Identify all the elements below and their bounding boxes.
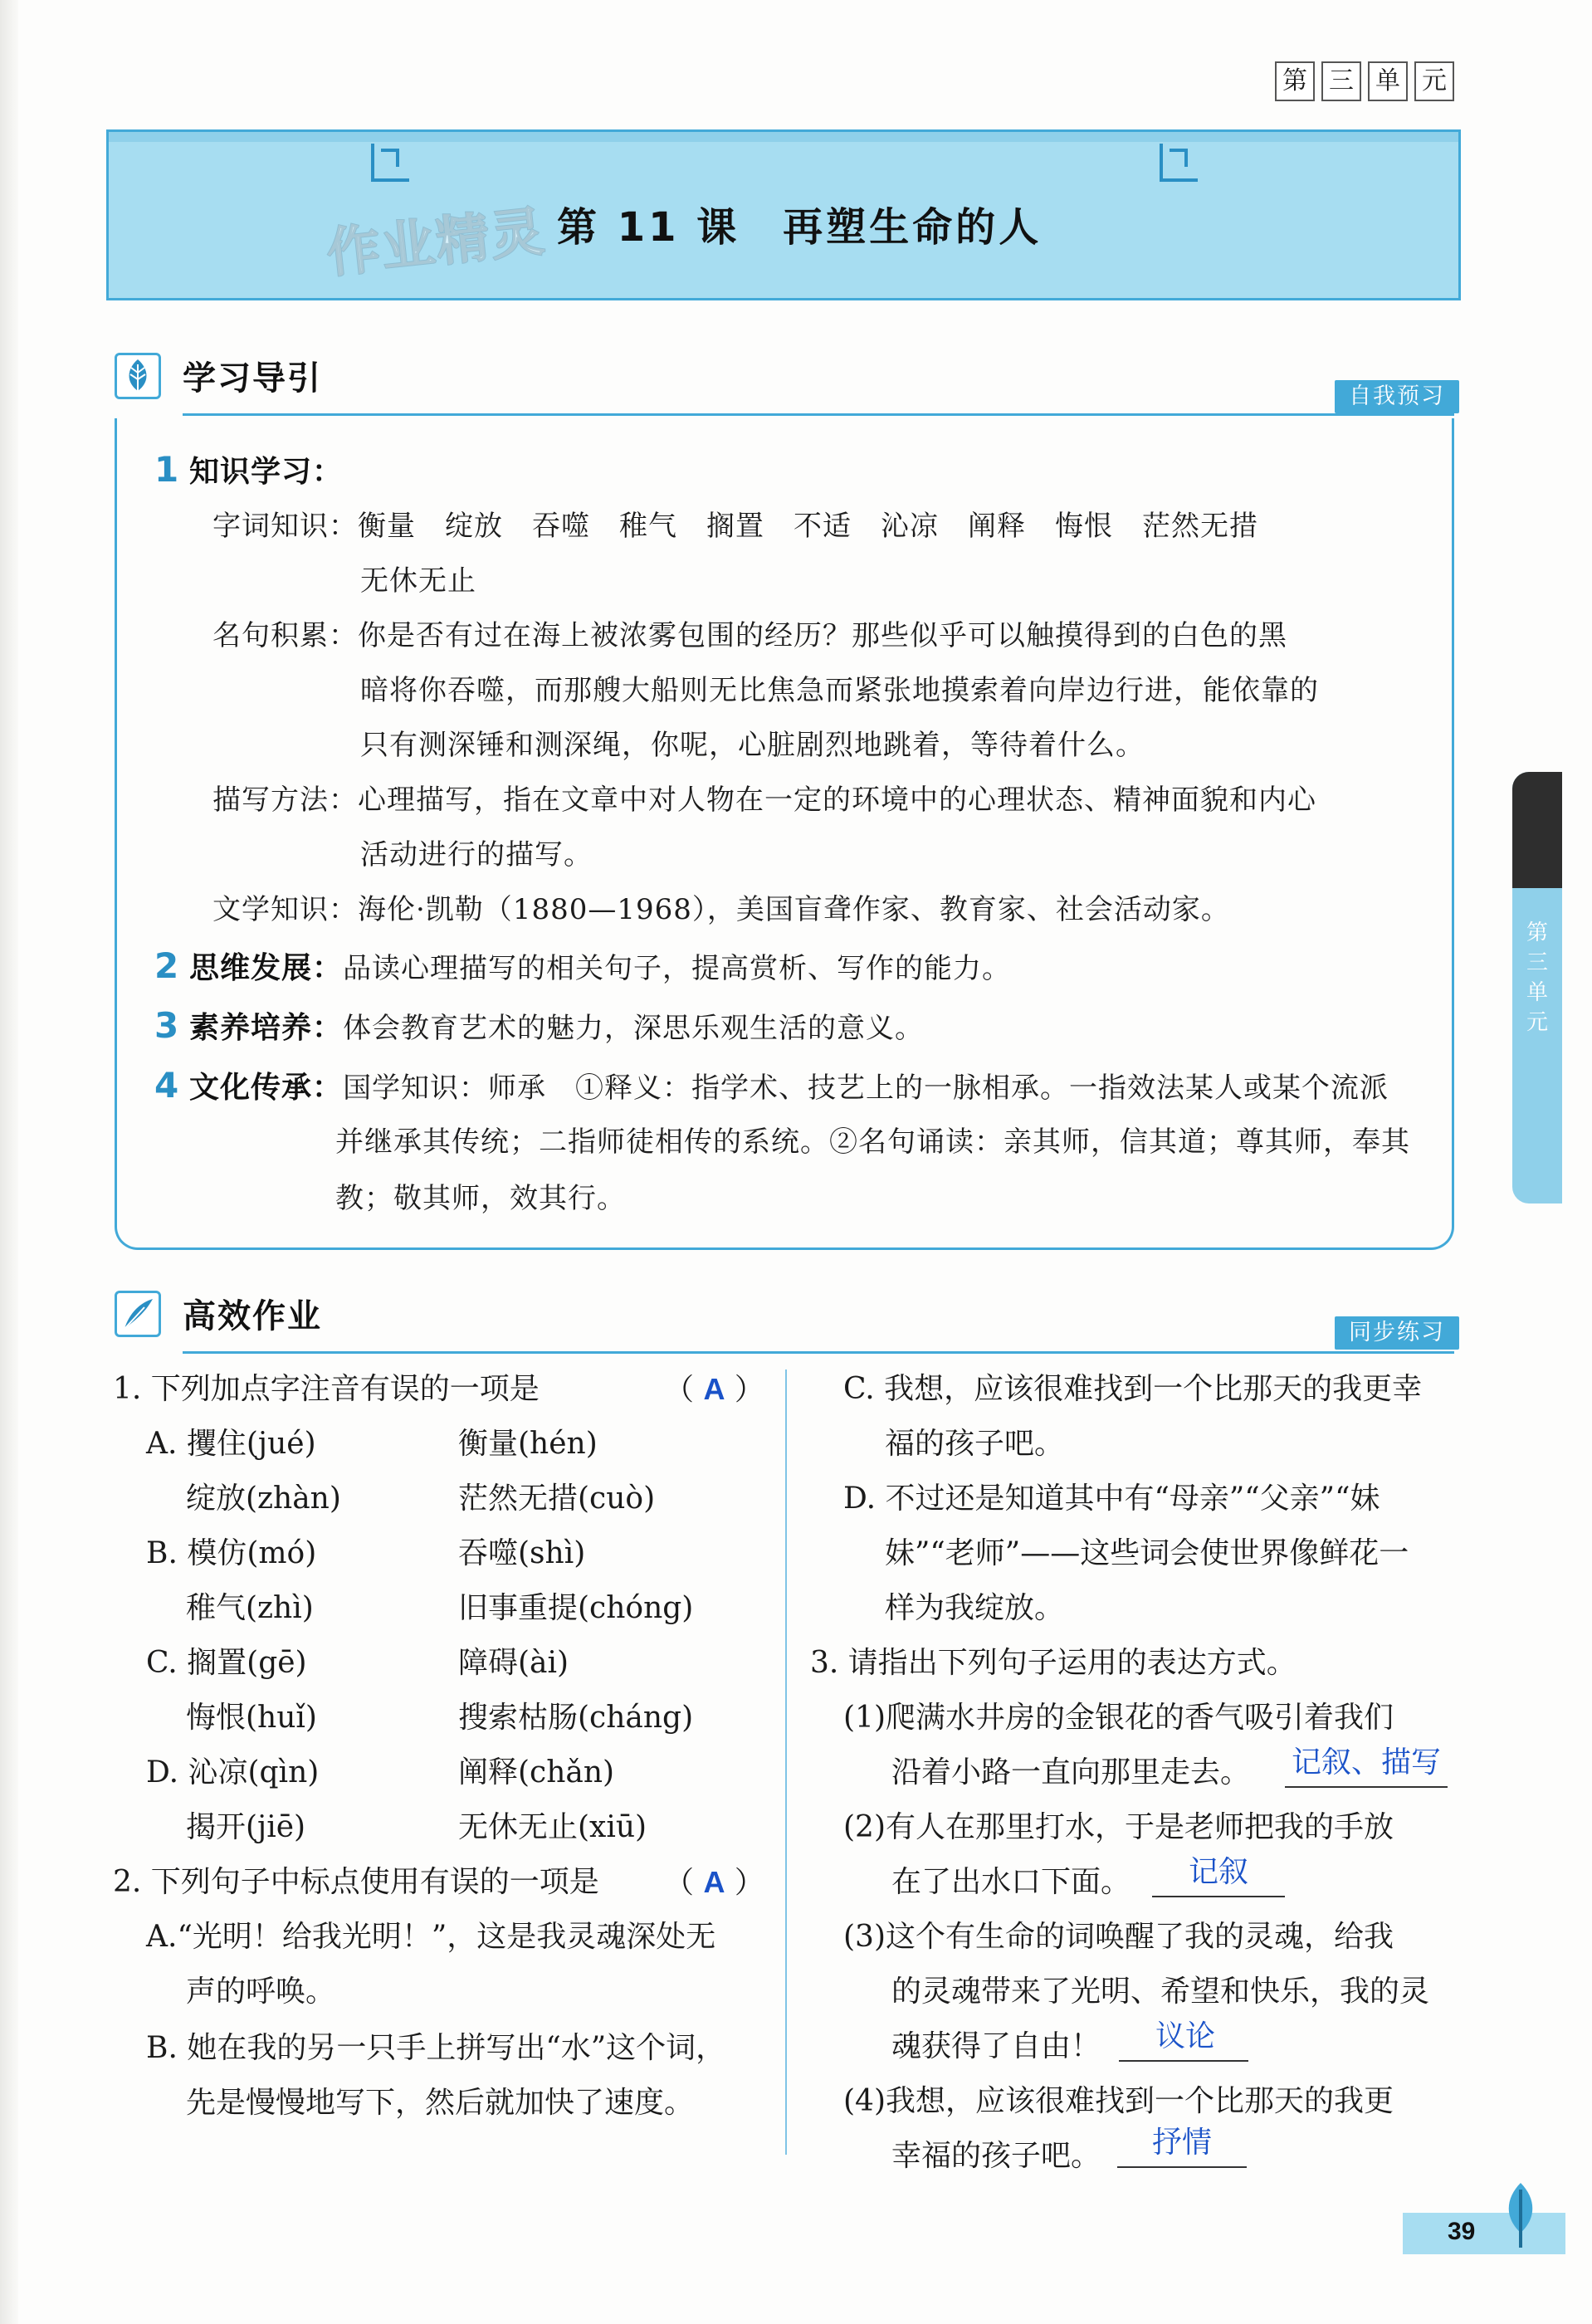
culture-line-3: 教；敬其师，效其行。	[335, 1182, 626, 1215]
method-label: 描写方法：	[212, 784, 358, 817]
unit-char: 第	[1275, 61, 1315, 101]
quote-line-3: 只有测深锤和测深绳，你呢，心脏剧烈地跳着，等待着什么。	[360, 729, 1145, 762]
item-number: 3	[154, 1005, 180, 1046]
paren-right: ）	[734, 1866, 764, 1900]
study-guide-header	[115, 352, 322, 399]
vocab-label: 字词知识：	[212, 510, 358, 543]
knowledge-item-1	[154, 449, 344, 490]
option-a-left-2: 绽放(zhàn)	[186, 1482, 341, 1516]
section-tag: 自我预习	[1335, 380, 1459, 413]
page-number: 39	[1448, 2218, 1476, 2245]
option-a-right-2: 茫然无措(cuò)	[458, 1482, 656, 1516]
q2-option-a: A.“光明！给我光明！”，这是我灵魂深处无	[146, 1920, 716, 1954]
answer-blank	[1152, 1896, 1285, 1897]
q2-option-b: B. 她在我的另一只手上拼写出“水”这个词，	[146, 2031, 726, 2065]
handwritten-answer: 记叙	[1189, 1855, 1249, 1889]
section-title: 学习导引	[183, 359, 322, 398]
option-b-right: 吞噬(shì)	[458, 1536, 586, 1570]
fret-ornament-left	[371, 144, 409, 182]
knowledge-item-2	[154, 945, 1012, 986]
vocab-line-2: 无休无止	[360, 564, 476, 598]
fret-ornament-right	[1160, 144, 1198, 182]
quote-text: 你是否有过在海上被浓雾包围的经历？那些似乎可以触摸得到的白色的黑	[358, 619, 1287, 652]
option-d-left: D. 沁凉(qìn)	[146, 1755, 320, 1789]
q2-option-d: D. 不过还是知道其中有“母亲”“父亲”“妹	[843, 1482, 1380, 1516]
item-heading: 思维发展：	[189, 951, 344, 985]
option-c-left-2: 悔恨(huǐ)	[186, 1701, 317, 1735]
literature-label: 文学知识：	[212, 893, 358, 926]
answer-bracket	[664, 1864, 764, 1902]
feather-pen-icon	[115, 1291, 161, 1337]
q3-sentence-3-2: 的灵魂带来了光明、希望和快乐，我的灵	[891, 1975, 1430, 2009]
unit-char: 单	[1368, 61, 1408, 101]
q2-option-c: C. 我想，应该很难找到一个比那天的我更幸	[843, 1372, 1423, 1406]
paren-right: ）	[734, 1373, 764, 1407]
q3-sentence-1-2: 沿着小路一直向那里走去。	[891, 1755, 1251, 1789]
item-text: 体会教育艺术的魅力，深思乐观生活的意义。	[343, 1012, 925, 1045]
method-line	[212, 784, 1316, 817]
quote-line-2: 暗将你吞噬，而那艘大船则无比焦急而紧张地摸索着向岸边行进，能依靠的	[360, 674, 1319, 707]
side-tab-label: 第三单元	[1526, 920, 1548, 1035]
paren-left: （	[664, 1866, 695, 1900]
q2-option-b-2: 先是慢慢地写下，然后就加快了速度。	[186, 2086, 695, 2120]
handwritten-answer: 抒情	[1152, 2126, 1213, 2160]
q2-option-c-2: 福的孩子吧。	[885, 1427, 1065, 1461]
option-b-left-2: 稚气(zhì)	[186, 1591, 314, 1625]
vocab-words: 衡量 绽放 吞噬 稚气 搁置 不适 沁凉 阐释 悔恨 茫然无措	[358, 510, 1258, 543]
option-b-left: B. 模仿(mó)	[146, 1536, 317, 1570]
unit-char: 三	[1321, 61, 1361, 101]
quote-label: 名句积累：	[212, 619, 358, 652]
method-line-2: 活动进行的描写。	[360, 838, 593, 872]
unit-side-tab	[1512, 772, 1562, 1204]
vocab-line	[212, 510, 1258, 543]
q3-sentence-4-2: 幸福的孩子吧。	[891, 2139, 1101, 2173]
option-b-right-2: 旧事重提(chóng)	[458, 1591, 694, 1625]
option-d-right: 阐释(chǎn)	[458, 1755, 615, 1789]
q3-sentence-3: (3)这个有生命的词唤醒了我的灵魂，给我	[843, 1920, 1394, 1954]
answer-blank	[1119, 2060, 1248, 2062]
question-1-stem: 1. 下列加点字注音有误的一项是	[113, 1372, 540, 1406]
item-heading: 知识学习：	[189, 455, 344, 489]
literature-text: 海伦·凯勒（1880—1968），美国盲聋作家、教育家、社会活动家。	[358, 893, 1230, 926]
item-heading: 文化传承：	[189, 1071, 344, 1105]
unit-char: 元	[1414, 61, 1454, 101]
section-rule	[183, 413, 1454, 416]
column-divider	[785, 1370, 787, 2155]
question-2-stem: 2. 下列句子中标点使用有误的一项是	[113, 1865, 599, 1899]
item-text: 品读心理描写的相关句子，提高赏析、写作的能力。	[343, 952, 1012, 985]
item-number: 2	[154, 945, 180, 986]
option-a-left: A. 攫住(jué)	[146, 1427, 316, 1461]
item-number: 4	[154, 1065, 180, 1106]
tree-icon	[1496, 2180, 1546, 2249]
handwritten-answer: 议论	[1155, 2019, 1216, 2053]
quote-line	[212, 619, 1287, 652]
option-c-left: C. 搁置(gē)	[146, 1646, 307, 1680]
section-tag: 同步练习	[1335, 1316, 1459, 1350]
knowledge-item-3	[154, 1005, 925, 1046]
answer-blank	[1117, 2166, 1247, 2168]
answer-bracket	[664, 1371, 764, 1409]
item-number: 1	[154, 449, 180, 490]
leaf-icon	[115, 353, 161, 399]
literature-line	[212, 893, 1230, 926]
item-heading: 素养培养：	[189, 1011, 344, 1045]
knowledge-item-4	[154, 1065, 1389, 1106]
handwritten-answer: 记叙、描写	[1292, 1745, 1442, 1780]
homework-header	[115, 1290, 322, 1337]
answer-choice: A	[703, 1865, 725, 1899]
section-rule	[183, 1351, 1454, 1354]
option-c-right-2: 搜索枯肠(cháng)	[458, 1701, 694, 1735]
q3-sentence-2: (2)有人在那里打水，于是老师把我的手放	[843, 1810, 1394, 1844]
unit-tag	[1275, 61, 1454, 101]
section-title: 高效作业	[183, 1297, 322, 1335]
question-3-stem: 3. 请指出下列句子运用的表达方式。	[810, 1646, 1297, 1680]
answer-choice: A	[703, 1372, 725, 1406]
item-text: 国学知识：师承 ①释义：指学术、技艺上的一脉相承。一指效法某人或某个流派	[343, 1072, 1389, 1105]
scan-edge	[0, 0, 18, 2324]
q3-sentence-4: (4)我想，应该很难找到一个比那天的我更	[843, 2084, 1394, 2118]
lesson-title: 第 11 课 再塑生命的人	[557, 204, 1043, 251]
watermark: 作业精灵	[324, 201, 549, 286]
lesson-banner	[106, 129, 1461, 300]
culture-line-2: 并继承其传统；二指师徒相传的系统。②名句诵读：亲其师，信其道；尊其师，奉其	[335, 1125, 1410, 1159]
q3-sentence-3-3: 魂获得了自由！	[891, 2029, 1101, 2063]
option-d-left-2: 揭开(jiē)	[186, 1810, 306, 1844]
option-d-right-2: 无休无止(xiū)	[458, 1810, 647, 1844]
q3-sentence-1: (1)爬满水井房的金银花的香气吸引着我们	[843, 1701, 1394, 1735]
q2-option-a-2: 声的呼唤。	[186, 1975, 336, 2009]
method-text: 心理描写，指在文章中对人物在一定的环境中的心理状态、精神面貌和内心	[358, 784, 1316, 817]
option-c-right: 障碍(ài)	[458, 1646, 569, 1680]
q2-option-d-2: 妹”“老师”——这些词会使世界像鲜花一	[885, 1536, 1409, 1570]
side-tab-cap	[1512, 772, 1562, 888]
answer-blank	[1285, 1786, 1448, 1788]
paren-left: （	[664, 1373, 695, 1407]
q2-option-d-3: 样为我绽放。	[885, 1591, 1065, 1625]
option-a-right: 衡量(hén)	[458, 1427, 598, 1461]
q3-sentence-2-2: 在了出水口下面。	[891, 1865, 1131, 1899]
